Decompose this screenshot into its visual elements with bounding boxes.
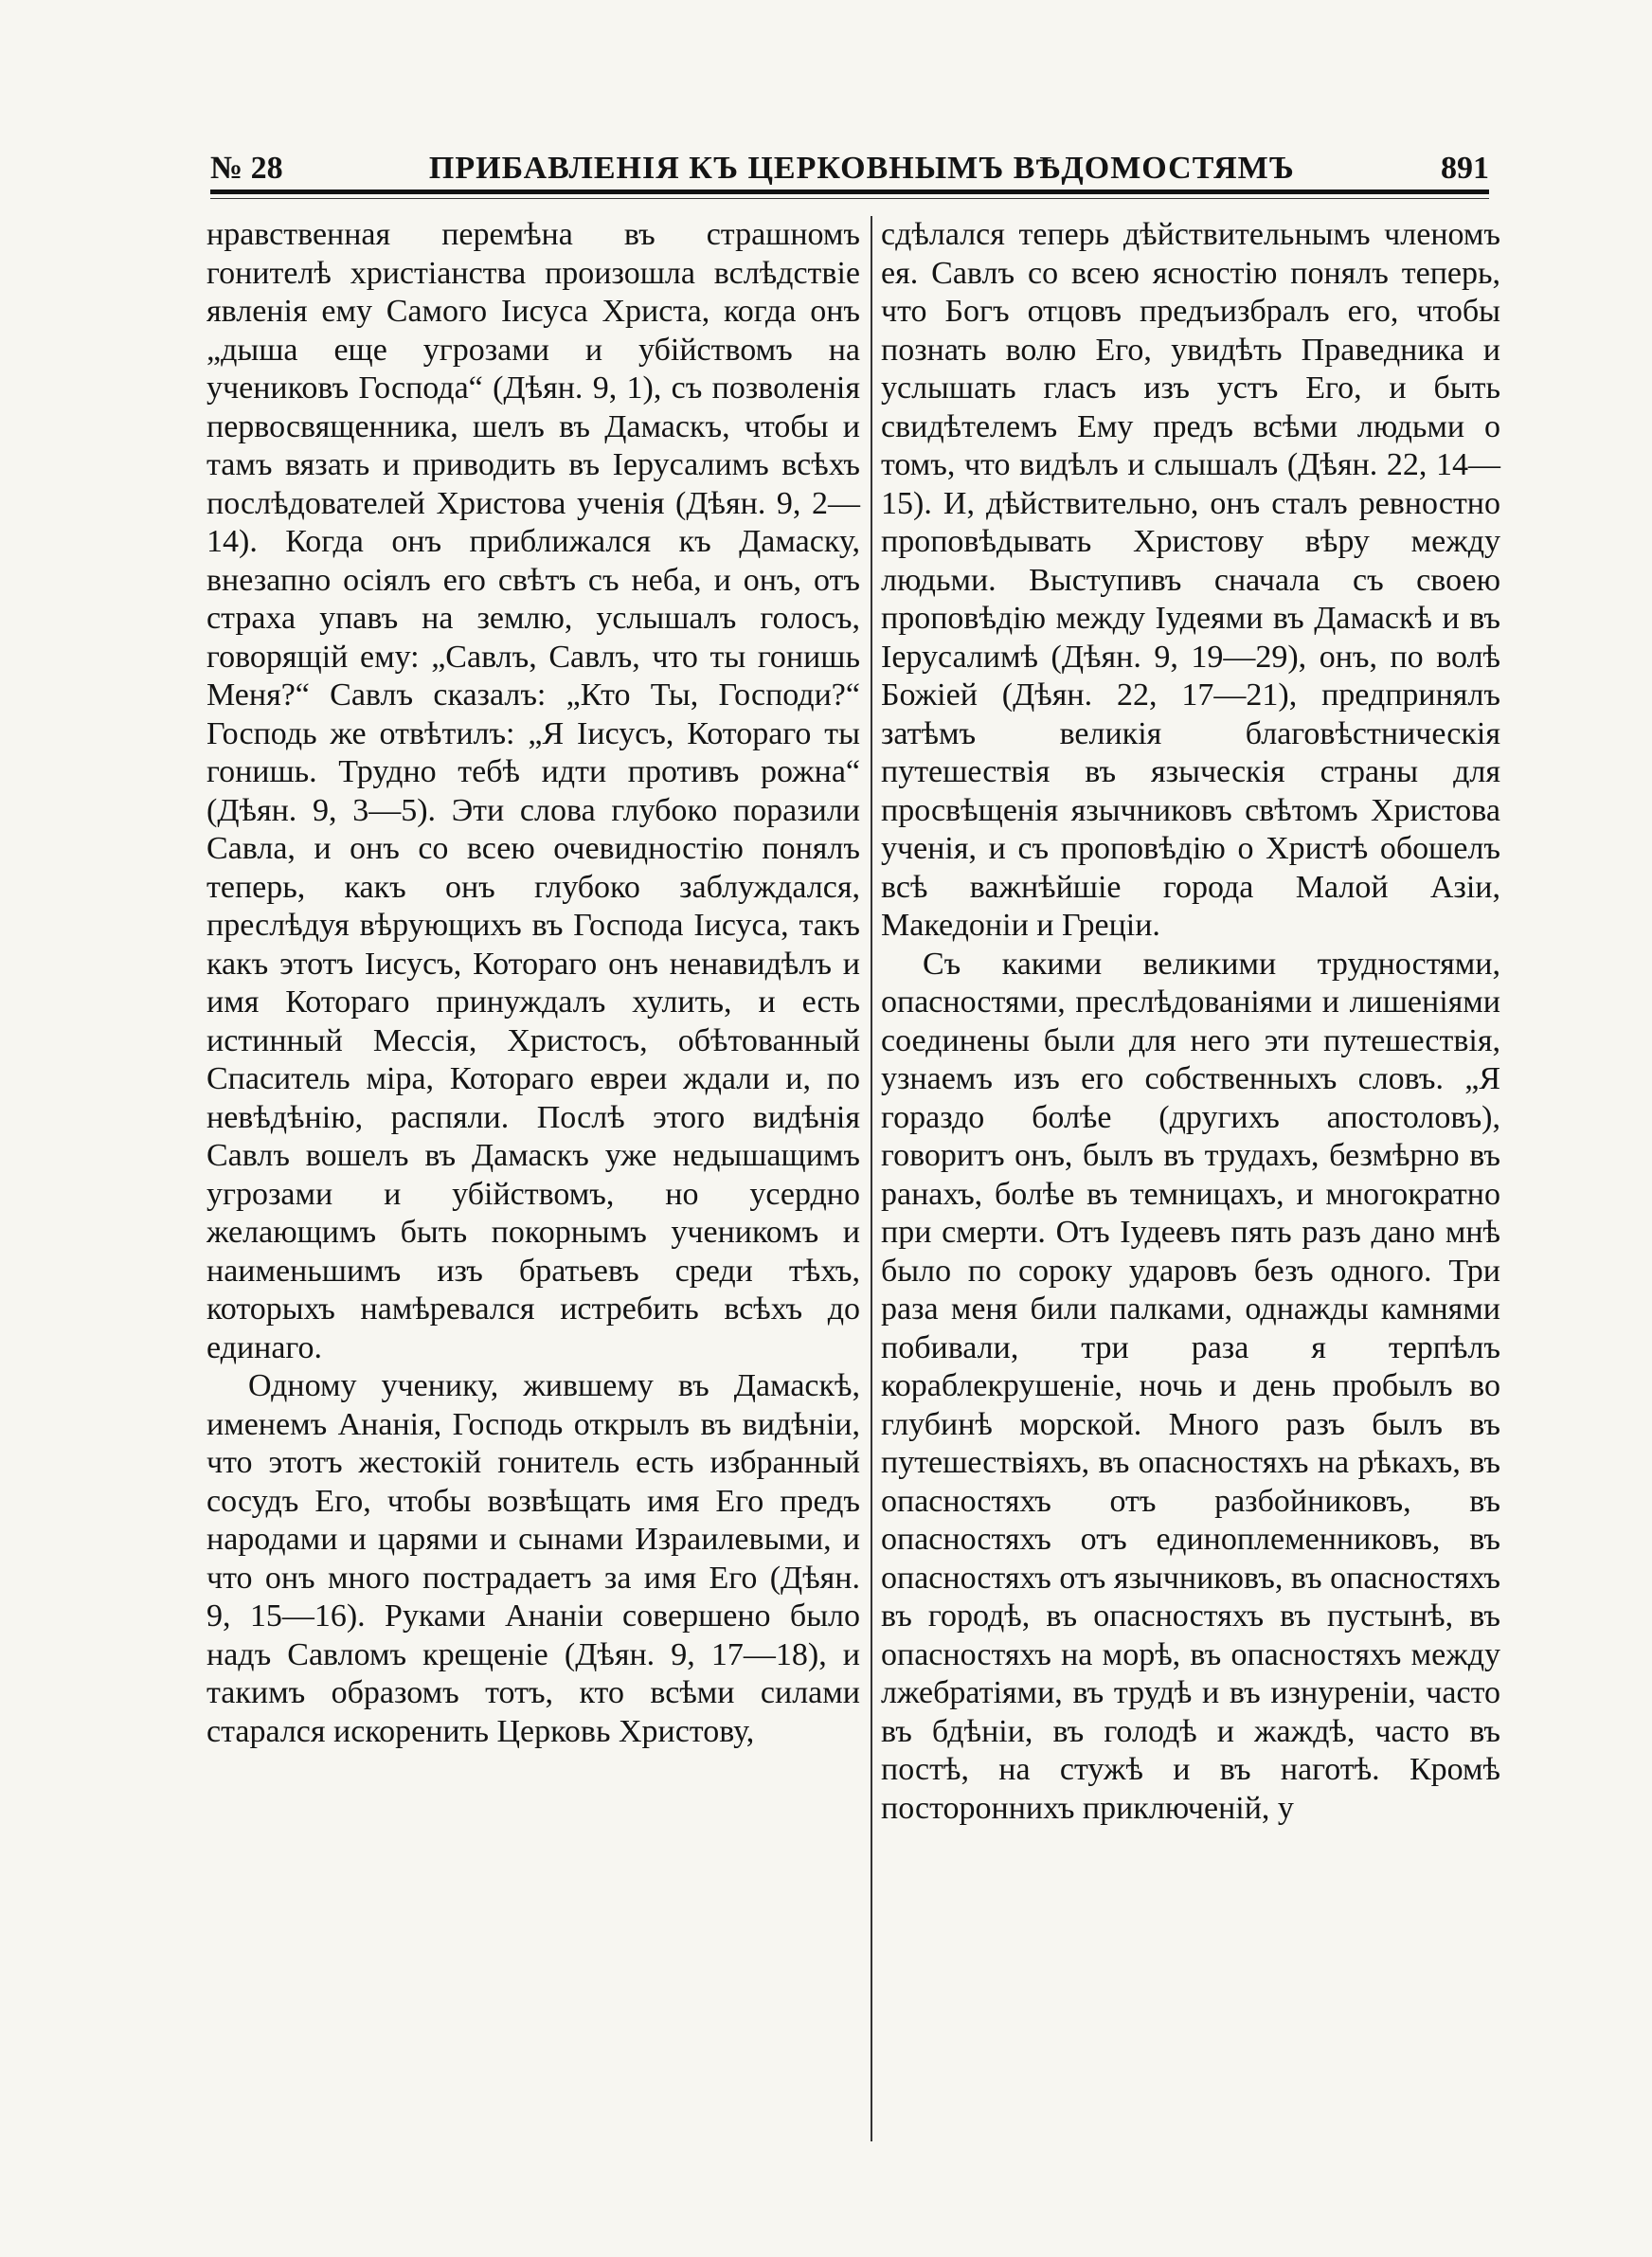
right-paragraph-1: сдѣлался теперь дѣйствительнымъ членомъ ея. Савлъ со всею ясностію понялъ теперь, что Богъ отцовъ предъизбралъ его, чтобы познать волю Его, увидѣть Праведника и услышать гласъ изъ устъ Его, и быть свидѣтелемъ Ему предъ всѣми людьми о томъ, что видѣлъ и слышалъ (Дѣян. 22, 14—15). И, дѣйствительно, онъ сталъ ревностно проповѣдывать Христову вѣру между людьми. Выступивъ сначала съ своею проповѣдію между Іудеями въ Дамаскѣ и въ Іерусалимѣ (Дѣян. 9, 19—29), онъ, по волѣ Божіей (Дѣян. 22, 17—21), предпринялъ затѣмъ великія благовѣстническія путешествія въ языческія страны для просвѣщенія язычниковъ свѣтомъ Христова ученія, и съ проповѣдію о Христѣ обошелъ всѣ важнѣйшіе города Малой Азіи, Македоніи и Греціи. bbox=[881, 217, 1500, 943]
right-column bbox=[881, 216, 1500, 1828]
running-title: ПРИБАВЛЕНІЯ КЪ ЦЕРКОВНЫМЪ ВѢДОМОСТЯМЪ bbox=[428, 151, 1295, 186]
issue-number: № 28 bbox=[210, 151, 283, 186]
page-header bbox=[210, 144, 1489, 188]
header-rule bbox=[210, 190, 1489, 194]
column-divider bbox=[871, 216, 872, 2141]
page-number: 891 bbox=[1441, 151, 1489, 186]
right-paragraph-2: Съ какими великими трудностями, опасностями, преслѣдованіями и лишеніями соединены были для него эти путешествія, узнаемъ изъ его собственныхъ словъ. „Я гораздо болѣе (другихъ апостоловъ), говоритъ онъ, былъ въ трудахъ, безмѣрно въ ранахъ, болѣе въ темницахъ, и многократно при смерти. Отъ Іудеевъ пять разъ дано мнѣ было по сороку ударовъ безъ одного. Три раза меня били палками, однажды камнями побивали, три раза я терпѣлъ кораблекрушеніе, ночь и день пробылъ во глубинѣ морской. Много разъ былъ въ путешествіяхъ, въ опасностяхъ на рѣкахъ, въ опасностяхъ отъ разбойниковъ, въ опасностяхъ отъ единоплеменниковъ, въ опасностяхъ отъ язычниковъ, въ опасностяхъ въ городѣ, въ опасностяхъ въ пустынѣ, въ опасностяхъ на морѣ, въ опасностяхъ между лжебратіями, въ трудѣ и въ изнуреніи, часто въ бдѣніи, въ голодѣ и жаждѣ, часто въ постѣ, на стужѣ и въ наготѣ. Кромѣ постороннихъ приключеній, у bbox=[881, 946, 1500, 1826]
left-column bbox=[206, 216, 860, 1751]
left-paragraph-2: Одному ученику, жившему въ Дамаскѣ, именемъ Ананія, Господь открылъ въ видѣніи, что этотъ жестокій гонитель есть избранный сосудъ Его, чтобы возвѣщать имя Его предъ народами и царями и сынами Израилевыми, и что онъ много пострадаетъ за имя Его (Дѣян. 9, 15—16). Руками Ананіи совершено было надъ Савломъ крещеніе (Дѣян. 9, 17—18), и такимъ образомъ тотъ, кто всѣми силами старался искоренить Церковь Христову, bbox=[206, 1368, 860, 1749]
left-paragraph-1: нравственная перемѣна въ страшномъ гонителѣ христіанства произошла вслѣдствіе явленія ему Самого Іисуса Христа, когда онъ „дыша еще угрозами и убійствомъ на учениковъ Господа“ (Дѣян. 9, 1), съ позволенія первосвященника, шелъ въ Дамаскъ, чтобы и тамъ вязать и приводить въ Іерусалимъ всѣхъ послѣдователей Христова ученія (Дѣян. 9, 2—14). Когда онъ приближался къ Дамаску, внезапно осіялъ его свѣтъ съ неба, и онъ, отъ страха упавъ на землю, услышалъ голосъ, говорящій ему: „Савлъ, Савлъ, что ты гонишь Меня?“ Савлъ сказалъ: „Кто Ты, Господи?“ Господь же отвѣтилъ: „Я Іисусъ, Котораго ты гонишь. Трудно тебѣ идти противъ рожна“ (Дѣян. 9, 3—5). Эти слова глубоко поразили Савла, и онъ со всею очевидностію понялъ теперь, какъ онъ глубоко заблуждался, преслѣдуя вѣрующихъ въ Господа Іисуса, такъ какъ этотъ Іисусъ, Котораго онъ ненавидѣлъ и имя Котораго принуждалъ хулить, и есть истинный Мессія, Христосъ, обѣтованный Спаситель міра, Котораго евреи ждали и, по невѣдѣнію, распяли. Послѣ этого видѣнія Савлъ вошелъ въ Дамаскъ уже недышащимъ угрозами и убійствомъ, но усердно желающимъ быть покорнымъ ученикомъ и наименьшимъ изъ братьевъ среди тѣхъ, которыхъ намѣревался истребить всѣхъ до единаго. bbox=[206, 217, 860, 1365]
header-rule-thin bbox=[210, 198, 1489, 199]
